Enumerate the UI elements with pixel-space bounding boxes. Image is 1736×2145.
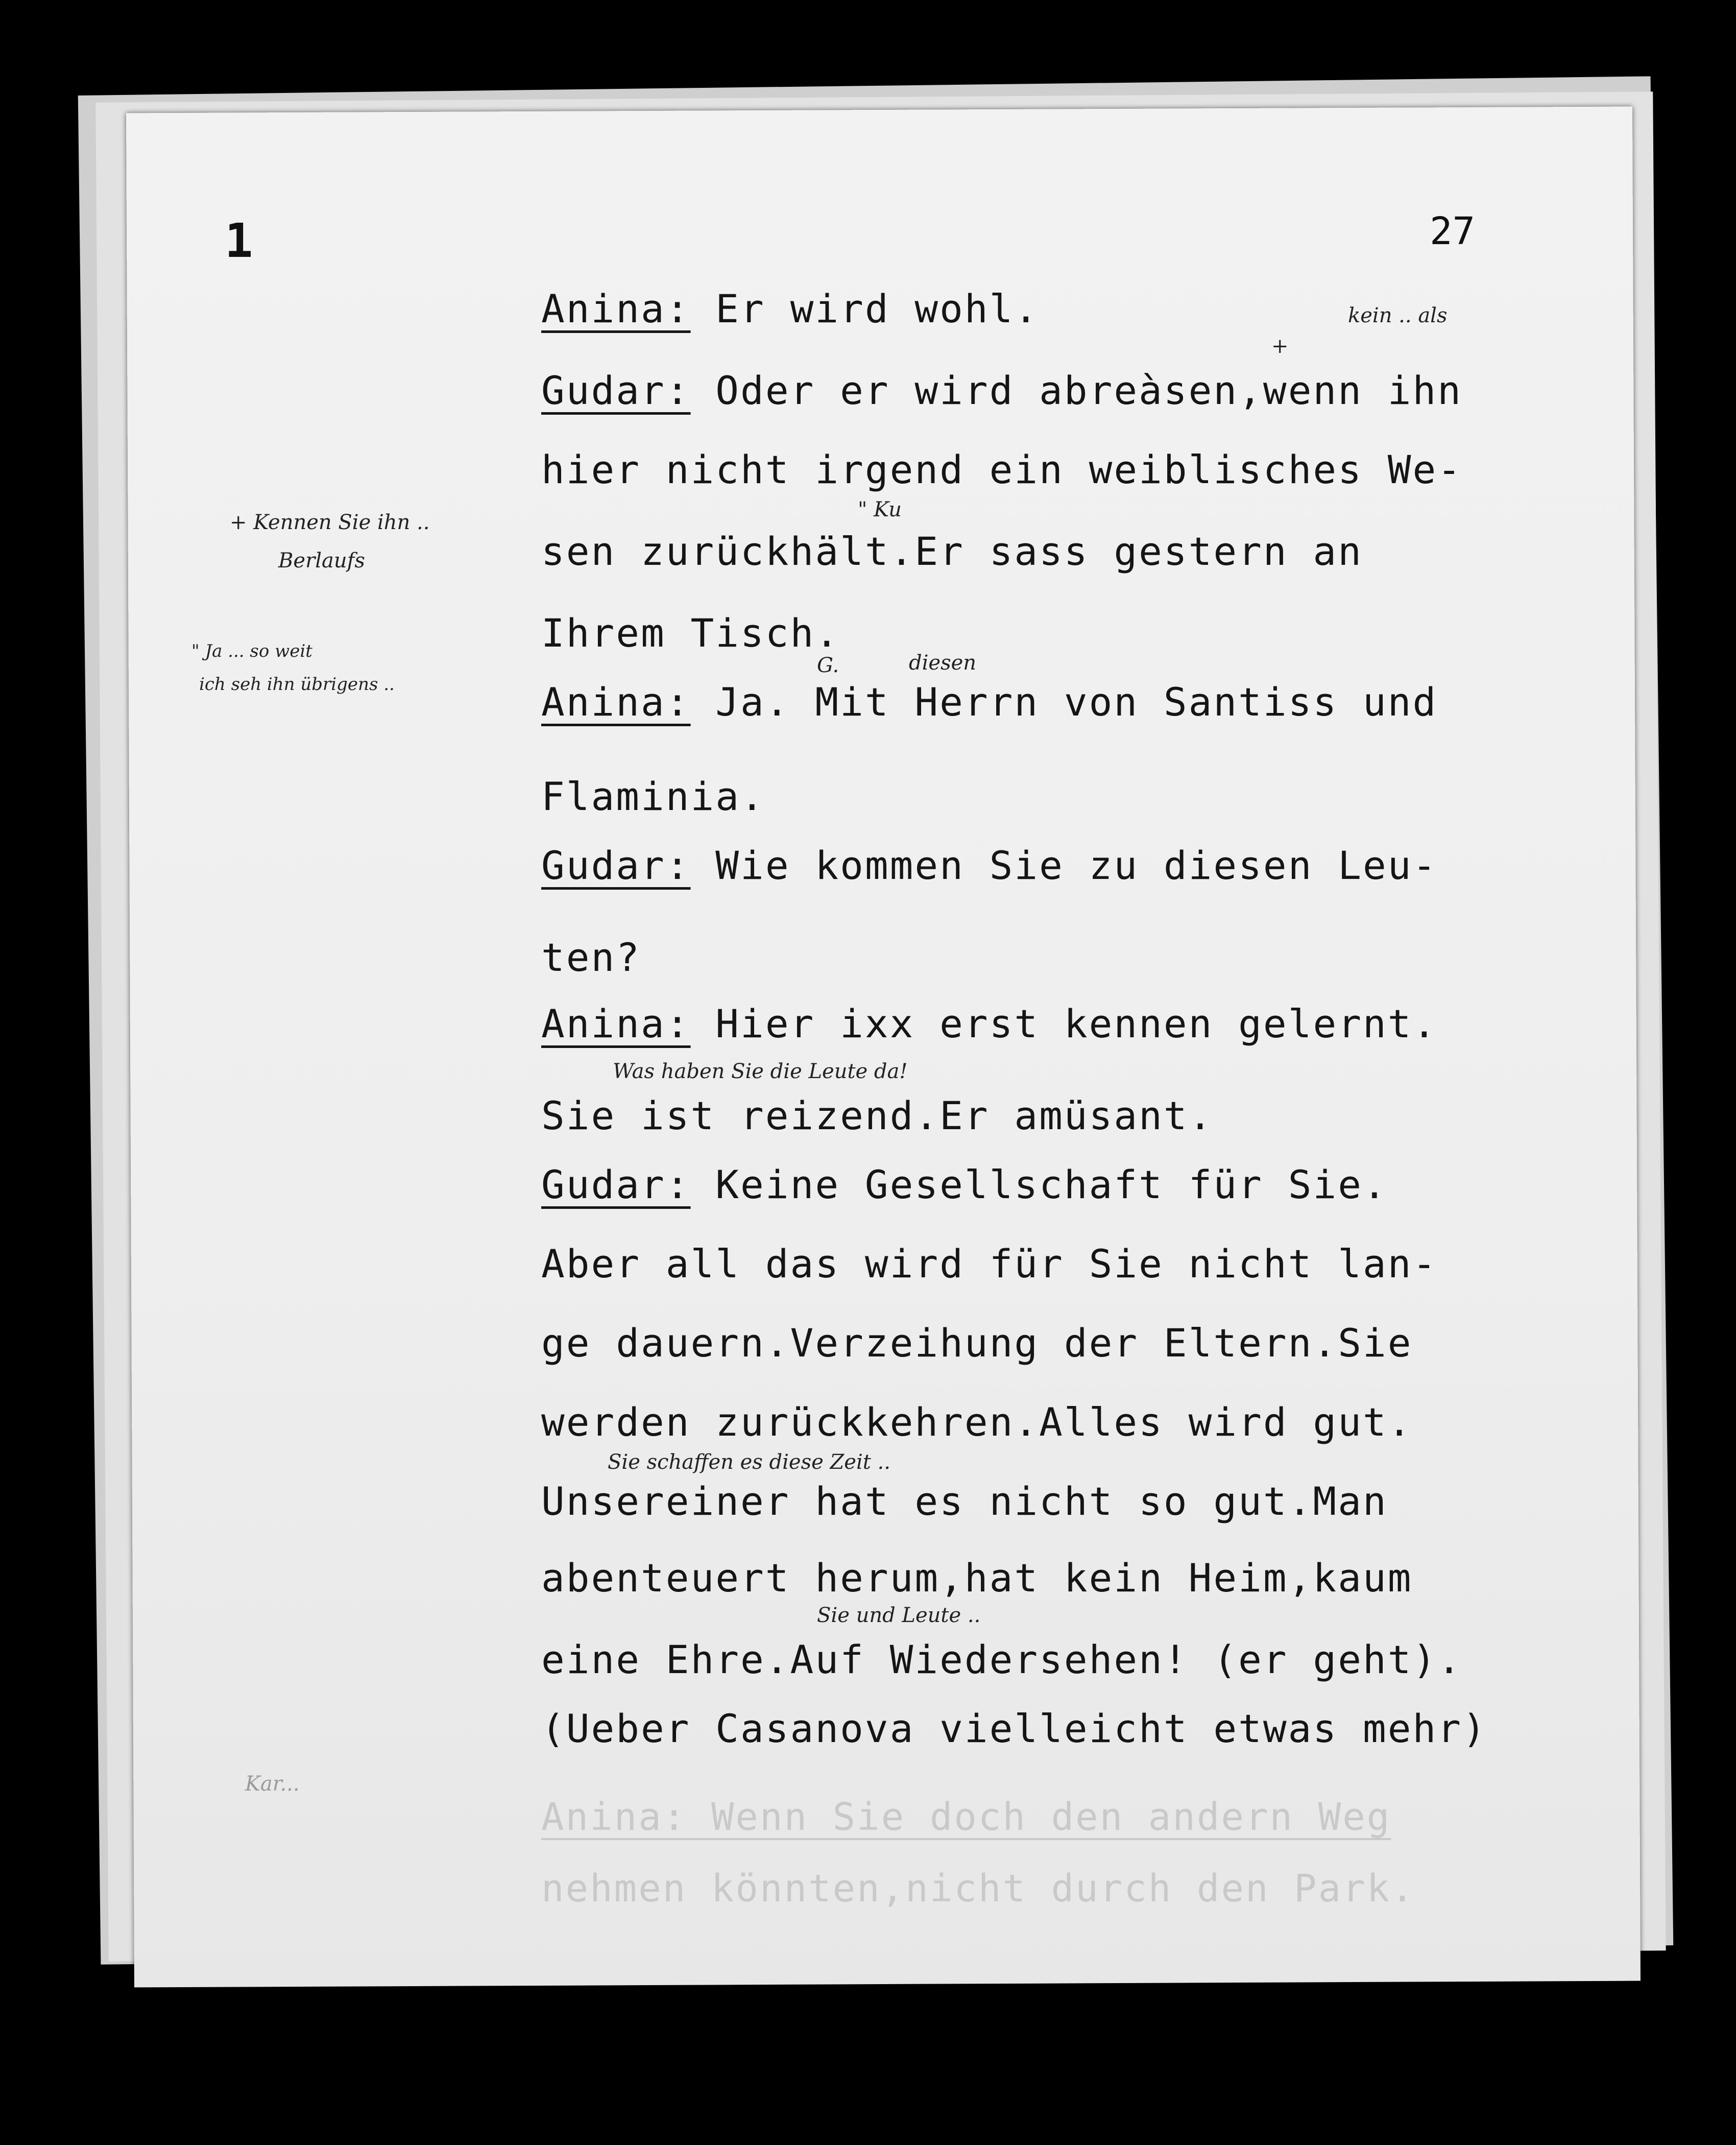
margin-note: + Kennen Sie ihn .. bbox=[230, 511, 430, 534]
margin-note: ich seh ihn übrigens .. bbox=[199, 674, 395, 695]
text-line bbox=[541, 1555, 1412, 1601]
line-text: eine Ehre.Auf Wiedersehen! (er geht). bbox=[541, 1637, 1462, 1682]
text-line bbox=[541, 1241, 1437, 1287]
handwritten-note: diesen bbox=[909, 651, 977, 675]
text-line bbox=[541, 1479, 1388, 1524]
line-text: Unsereiner hat es nicht so gut.Man bbox=[541, 1479, 1388, 1524]
line-text: sen zurückhält.Er sass gestern an bbox=[541, 529, 1363, 574]
text-line bbox=[541, 774, 765, 820]
line-text: hier nicht irgend ein weiblisches We- bbox=[541, 447, 1462, 492]
line-text: (Ueber Casanova vielleicht etwas mehr) bbox=[541, 1706, 1487, 1751]
show-through-line bbox=[541, 1867, 1415, 1911]
page-number: 27 bbox=[1430, 209, 1476, 253]
text-line bbox=[541, 1162, 1388, 1208]
line-text: abenteuert herum,hat kein Heim,kaum bbox=[541, 1555, 1413, 1601]
text-line bbox=[541, 935, 641, 981]
speaker-name: Gudar: bbox=[541, 368, 691, 413]
text-line bbox=[541, 529, 1363, 575]
line-text: ge dauern.Verzeihung der Eltern.Sie bbox=[541, 1320, 1413, 1366]
line-text: werden zurückkehren.Alles wird gut. bbox=[541, 1399, 1413, 1445]
line-text: ten? bbox=[541, 935, 641, 980]
handwritten-note: Sie und Leute .. bbox=[817, 1604, 981, 1627]
line-text: Oder er wird abreàsen,wenn ihn bbox=[690, 368, 1462, 413]
line-text: Ihrem Tisch. bbox=[541, 610, 840, 656]
show-through-line bbox=[541, 1795, 1391, 1839]
handwritten-note: kein .. als bbox=[1348, 304, 1448, 327]
margin-note: Berlaufs bbox=[278, 549, 365, 573]
show-through-speaker: Anina: bbox=[541, 1795, 687, 1839]
speaker-name: Anina: bbox=[541, 679, 691, 725]
handwritten-note: Sie schaffen es diese Zeit .. bbox=[608, 1450, 890, 1474]
text-line bbox=[541, 1320, 1412, 1366]
speaker-name: Gudar: bbox=[541, 1162, 691, 1207]
line-text: Keine Gesellschaft für Sie. bbox=[690, 1162, 1388, 1207]
line-text: Ja. Mit Herrn von Santiss und bbox=[690, 679, 1438, 725]
text-line bbox=[541, 1001, 1437, 1047]
speaker-name: Anina: bbox=[541, 286, 691, 331]
text-line bbox=[541, 447, 1462, 493]
line-text: Er wird wohl. bbox=[690, 286, 1040, 331]
text-line bbox=[541, 1706, 1487, 1752]
text-line bbox=[541, 1399, 1412, 1445]
text-line bbox=[541, 368, 1462, 414]
line-text: Flaminia. bbox=[541, 774, 765, 819]
corner-mark: 1 bbox=[225, 213, 253, 268]
margin-note-faint: Kar... bbox=[245, 1772, 300, 1796]
handwritten-note: " Ku bbox=[858, 498, 902, 521]
speaker-name: Anina: bbox=[541, 1001, 691, 1046]
handwritten-note: G. bbox=[817, 654, 839, 677]
text-line bbox=[541, 843, 1437, 889]
show-through-text: nehmen könnten,nicht durch den Park. bbox=[541, 1867, 1415, 1911]
text-line bbox=[541, 286, 1039, 332]
text-line bbox=[541, 1093, 1213, 1139]
handwritten-note: Was haben Sie die Leute da! bbox=[613, 1060, 908, 1083]
handwritten-mark: + bbox=[1271, 335, 1289, 358]
line-text: Hier ixx erst kennen gelernt. bbox=[690, 1001, 1438, 1046]
speaker-name: Gudar: bbox=[541, 843, 691, 888]
text-line bbox=[541, 679, 1437, 725]
show-through-text: Wenn Sie doch den andern Weg bbox=[687, 1795, 1391, 1839]
margin-note: " Ja ... so weit bbox=[191, 641, 312, 661]
line-text: Sie ist reizend.Er amüsant. bbox=[541, 1093, 1214, 1138]
line-text: Aber all das wird für Sie nicht lan- bbox=[541, 1241, 1438, 1286]
line-text: Wie kommen Sie zu diesen Leu- bbox=[690, 843, 1438, 888]
text-line bbox=[541, 610, 840, 656]
text-line bbox=[541, 1637, 1462, 1683]
